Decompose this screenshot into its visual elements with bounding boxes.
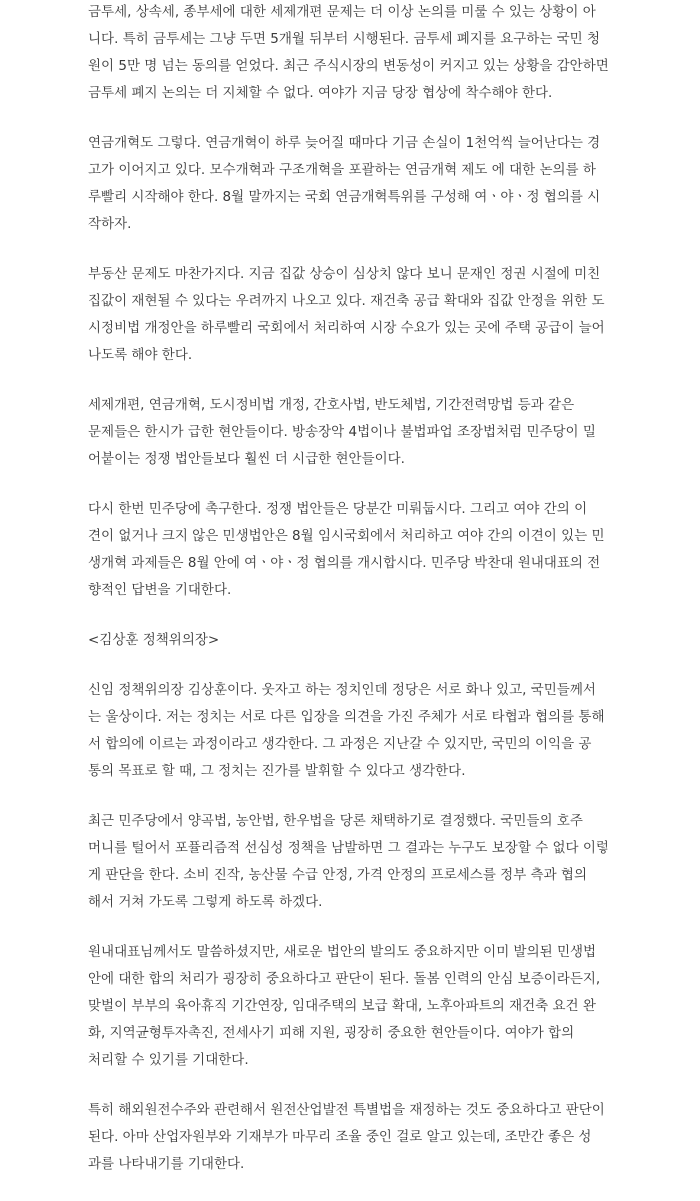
paragraph-line: 루빨리 시작해야 한다. 8월 말까지는 국회 연금개혁특위를 구성해 여ㆍ야ㆍ정 협의를 시 bbox=[88, 189, 601, 205]
paragraph-line: 고가 이어지고 있다. 모수개혁과 구조개혁을 포괄하는 연금개혁 제도 에 대한 논의를 하 bbox=[88, 162, 596, 178]
paragraph-urgent-issues bbox=[88, 392, 660, 473]
paragraph-introduction bbox=[88, 677, 660, 785]
paragraph-line: 된다. 아마 산업자원부와 기재부가 마무리 조율 중인 걸로 알고 있는데, 조만간 좋은 성 bbox=[88, 1129, 592, 1145]
paragraph-tax-reform bbox=[88, 0, 660, 107]
paragraph-agriculture-bills bbox=[88, 808, 660, 916]
paragraph-line: 맞벌이 부부의 육아휴직 기간연장, 임대주택의 보급 확대, 노후아파트의 재건축 요건 완 bbox=[88, 998, 596, 1014]
paragraph-line: 다시 한번 민주당에 촉구한다. 정쟁 법안들은 당분간 미뤄둡시다. 그리고 여야 간의 이 bbox=[88, 501, 588, 517]
paragraph-line: 세제개편, 연금개혁, 도시정비법 개정, 간호사법, 반도체법, 기간전력망법 등과 같은 bbox=[88, 397, 575, 413]
paragraph-line: 과를 나타내기를 기대한다. bbox=[88, 1156, 245, 1172]
speaker-heading: <김상훈 정책위의장> bbox=[88, 632, 220, 648]
paragraph-line: 신임 정책위의장 김상훈이다. 웃자고 하는 정치인데 정당은 서로 화나 있고, 국민들께서 bbox=[88, 682, 596, 698]
paragraph-line: 작하자. bbox=[88, 216, 132, 232]
paragraph-line: 게 판단을 한다. 소비 진작, 농산물 수급 안정, 가격 안정의 프로세스를 정부 측과 협의 bbox=[88, 867, 588, 883]
paragraph-line: 최근 민주당에서 양곡법, 농안법, 한우법을 당론 채택하기로 결정했다. 국민들의 호주 bbox=[88, 813, 583, 829]
paragraph-line: 연금개혁도 그렇다. 연금개혁이 하루 늦어질 때마다 기금 손실이 1천억씩 늘어난다는 경 bbox=[88, 135, 601, 151]
paragraph-livelihood-bills bbox=[88, 939, 660, 1074]
paragraph-line: 니다. 특히 금투세는 그냥 두면 5개월 뒤부터 시행된다. 금투세 폐지를 요구하는 국민 청 bbox=[88, 31, 601, 47]
paragraph-line: 금투세, 상속세, 종부세에 대한 세제개편 문제는 더 이상 논의를 미룰 수 있는 상황이 아 bbox=[88, 4, 596, 20]
paragraph-line: 집값이 재현될 수 있다는 우려까지 나오고 있다. 재건축 공급 확대와 집값 안정을 위한 도 bbox=[88, 293, 605, 309]
paragraph-nuclear-industry bbox=[88, 1097, 660, 1178]
paragraph-line: 금투세 폐지 논의는 더 지체할 수 없다. 여야가 지금 당장 협상에 착수해야 한다. bbox=[88, 85, 553, 101]
paragraph-line: 나도록 해야 한다. bbox=[88, 347, 193, 363]
paragraph-line: 처리할 수 있기를 기대한다. bbox=[88, 1052, 249, 1068]
paragraph-line: 안에 대한 합의 처리가 굉장히 중요하다고 판단이 된다. 돌봄 인력의 안심 보증이라든지, bbox=[88, 971, 601, 987]
paragraph-line: 원이 5만 명 넘는 동의를 얻었다. 최근 주식시장의 변동성이 커지고 있는 상황을 감안하면 bbox=[88, 58, 609, 74]
paragraph-line: 견이 없거나 크지 않은 민생법안은 8월 임시국회에서 처리하고 여야 간의 이견이 있는 민 bbox=[88, 528, 605, 544]
paragraph-line: 특히 해외원전수주와 관련해서 원전산업발전 특별법을 재정하는 것도 중요하다고 판단이 bbox=[88, 1102, 605, 1118]
paragraph-line: 해서 거쳐 가도록 그렇게 하도록 하겠다. bbox=[88, 894, 323, 910]
paragraph-urge-democratic-party bbox=[88, 496, 660, 604]
document-body bbox=[88, 0, 660, 1201]
paragraph-line: 향적인 답변을 기대한다. bbox=[88, 582, 232, 598]
paragraph-line: 어붙이는 정쟁 법안들보다 훨씬 더 시급한 현안들이다. bbox=[88, 451, 405, 467]
paragraph-pension-reform bbox=[88, 130, 660, 238]
paragraph-line: 시정비법 개정안을 하루빨리 국회에서 처리하여 시장 수요가 있는 곳에 주택 공급이 늘어 bbox=[88, 320, 605, 336]
paragraph-line: 통의 목표로 할 때, 그 정치는 진가를 발휘할 수 있다고 생각한다. bbox=[88, 763, 466, 779]
paragraph-real-estate bbox=[88, 261, 660, 369]
paragraph-line: 머니를 털어서 포퓰리즘적 선심성 정책을 남발하면 그 결과는 누구도 보장할 수 없다 이렇 bbox=[88, 840, 609, 856]
paragraph-line: 서 합의에 이르는 과정이라고 생각한다. 그 과정은 지난갈 수 있지만, 국민의 이익을 공 bbox=[88, 736, 592, 752]
paragraph-line: 화, 지역균형투자촉진, 전세사기 피해 지원, 굉장히 중요한 현안들이다. 여야가 합의 bbox=[88, 1025, 575, 1041]
paragraph-line: 문제들은 한시가 급한 현안들이다. 방송장악 4법이나 불법파업 조장법처럼 민주당이 밀 bbox=[88, 424, 596, 440]
paragraph-line: 부동산 문제도 마찬가지다. 지금 집값 상승이 심상치 않다 보니 문재인 정권 시절에 미친 bbox=[88, 266, 601, 282]
paragraph-line: 는 울상이다. 저는 정치는 서로 다른 입장을 의견을 가진 주체가 서로 타협과 협의를 통해 bbox=[88, 709, 605, 725]
paragraph-line: 생개혁 과제들은 8월 안에 여ㆍ야ㆍ정 협의를 개시합시다. 민주당 박찬대 원내대표의 전 bbox=[88, 555, 601, 571]
paragraph-line: 원내대표님께서도 말씀하셨지만, 새로운 법안의 발의도 중요하지만 이미 발의된 민생법 bbox=[88, 944, 597, 960]
